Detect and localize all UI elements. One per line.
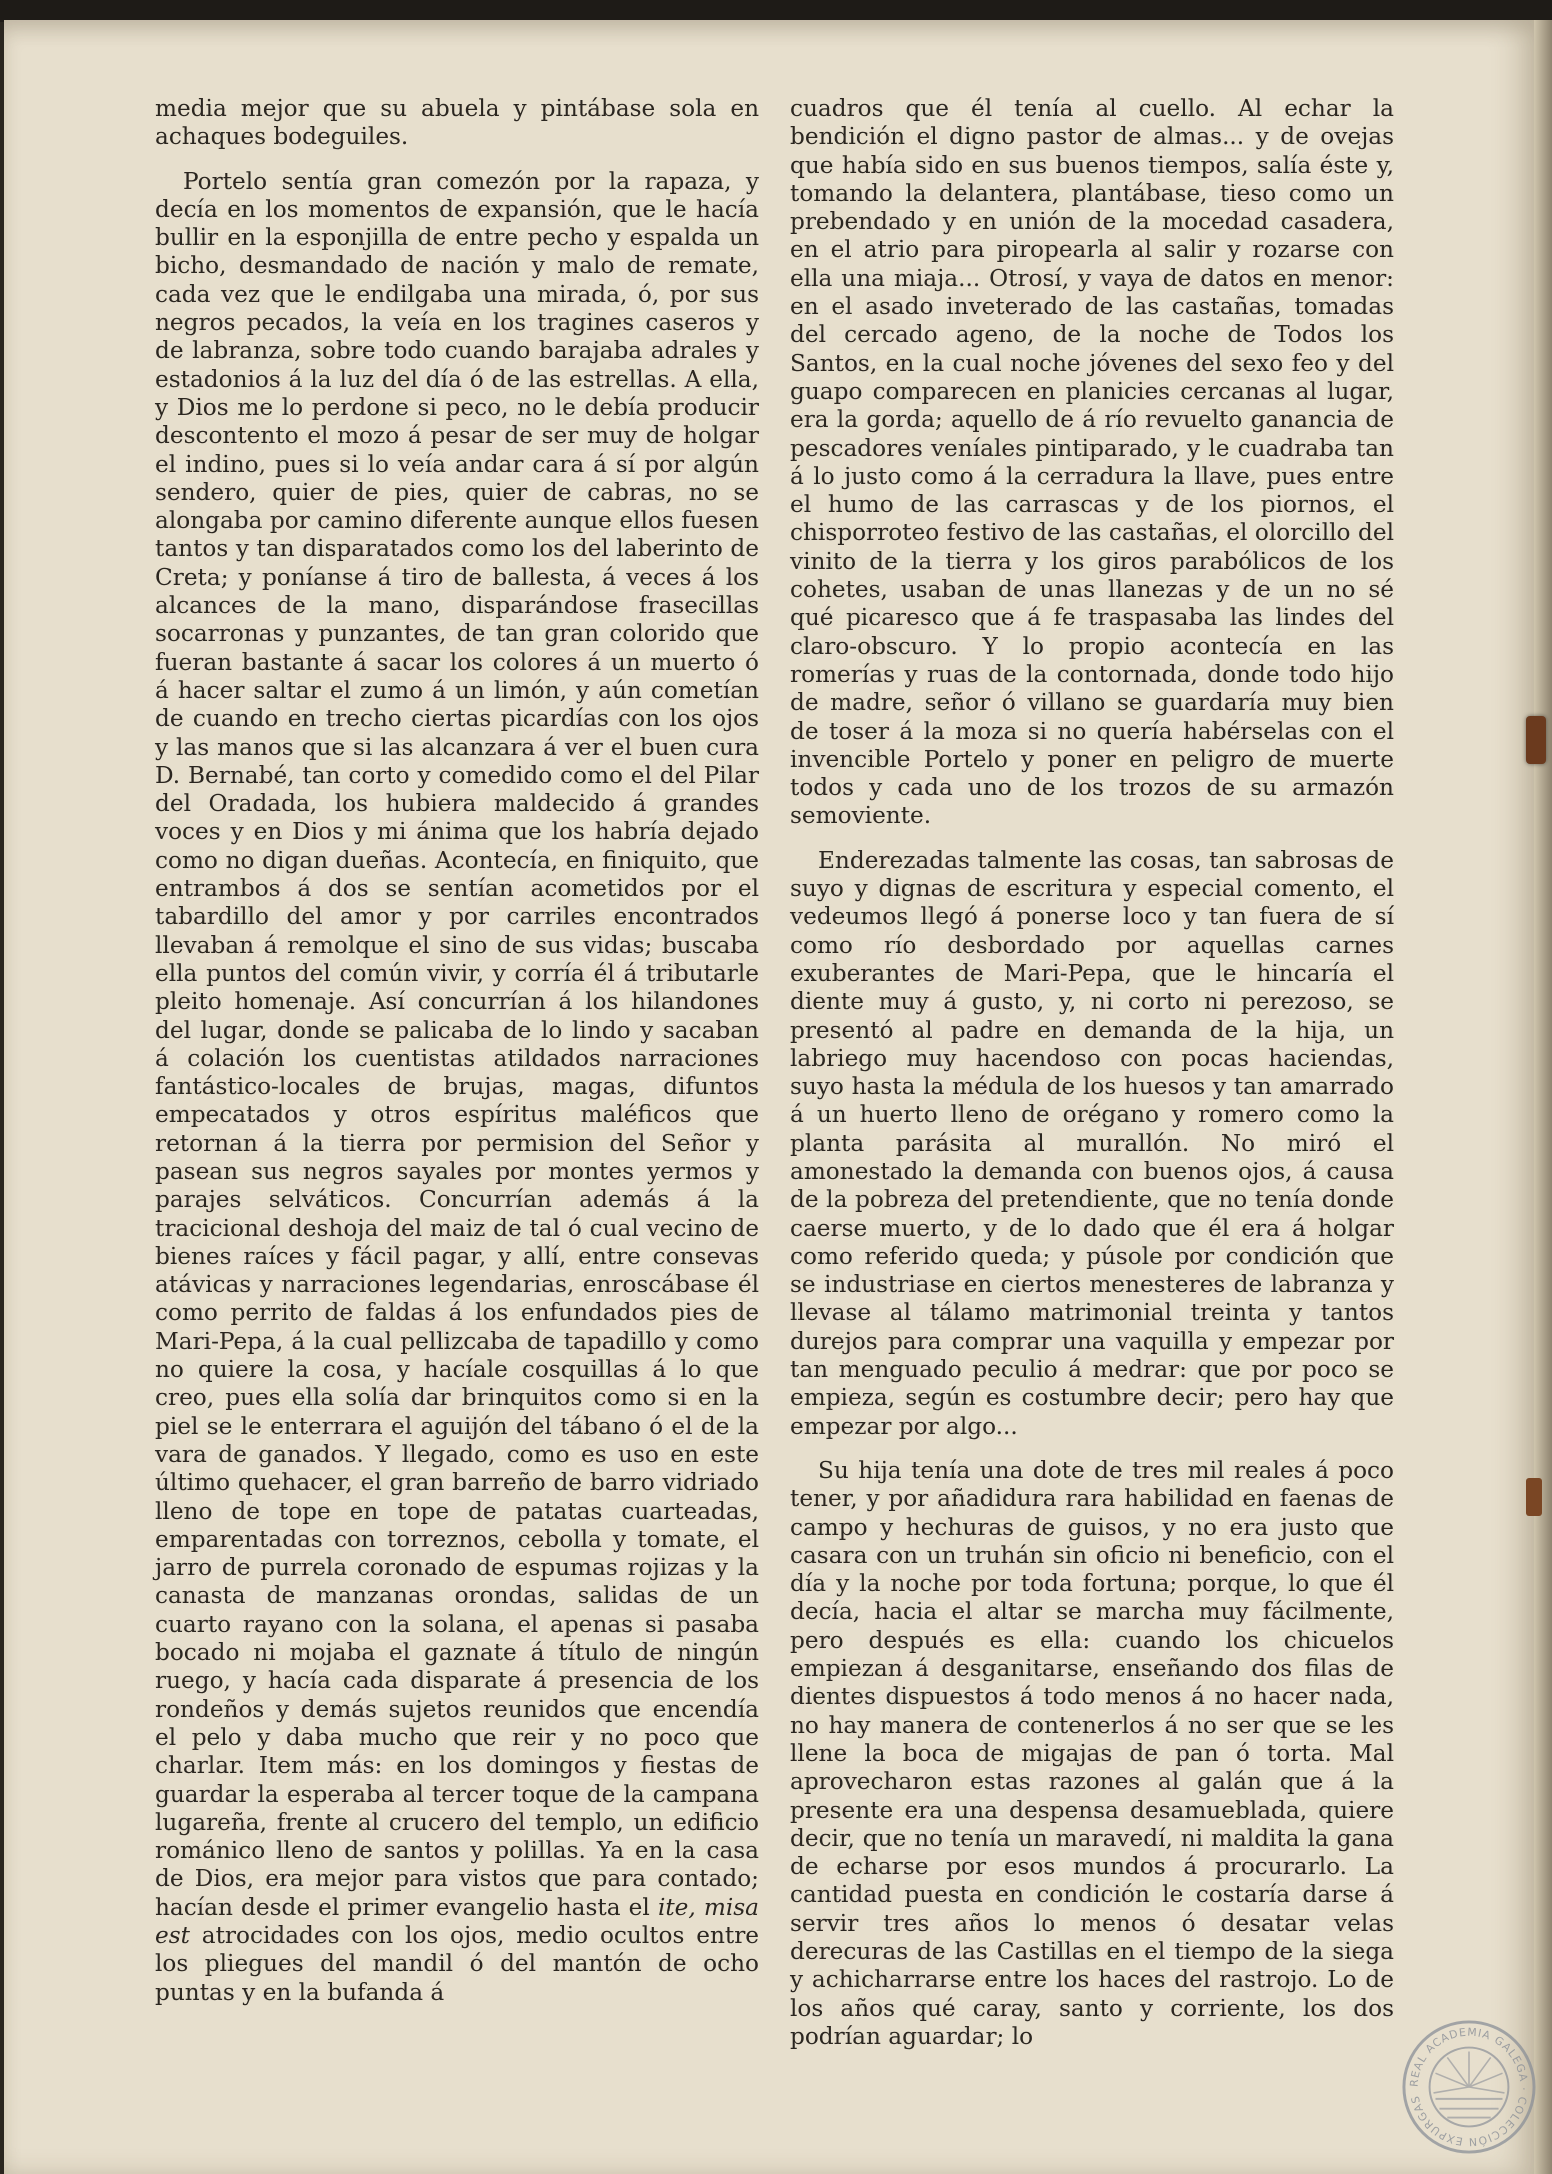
left-paragraph-portelo [155, 168, 759, 2007]
binding-clip-icon [1526, 1478, 1542, 1516]
left-paragraph-text-b: atrocidades con los ojos, medio ocultos entre los pliegues del mandil ó del mantón de ocho puntas y en la bufanda á [155, 1922, 760, 2006]
left-paragraph-text-a: Portelo sentía gran comezón por la rapaza, y decía en los momentos de expansión, que le hacía bullir en la esponjilla de entre pecho y espalda un bicho, desmandado de nación y malo de remate, cada vez que le endilgaba una mirada, ó, por sus negros pecados, la veía en los tragines caseros y de labranza, sobre todo cuando barajaba adrales y estadonios á la luz del día ó de las estrellas. A ella, y Dios me lo perdone si peco, no le debía producir descontento el mozo á pesar de ser muy de holgar el indino, pues si lo veía andar cara á sí por algún sendero, quier de pies, quier de cabras, no se alongaba por camino diferente aunque ellos fuesen tantos y tan disparatados como los del laberinto de Creta; y poníanse á tiro de ballesta, á veces á los alcances de la mano, disparándose frasecillas socarronas y punzantes, de tan gran colorido que fueran bastante á sacar los colores á un muerto ó á hacer saltar el zumo á un limón, y aún cometían de cuando en trecho ciertas picardías con los ojos y las manos que si las alcanzara á ver el buen cura D. Bernabé, tan corto y comedido como el del Pilar del Oradada, los hubiera maldecido á grandes voces y en Dios y mi ánima que los habría dejado como no digan dueñas. Acontecía, en finiquito, que entrambos á dos se sentían acometidos por el tabardillo del amor y por carriles encontrados llevaban á remolque el sino de sus vidas; buscaba ella puntos del común vivir, y corría él á tributarle pleito homenaje. Así concurrían á los hilandones del lugar, donde se palicaba de lo lindo y sacaban á colación los cuentistas atildados narraciones fantástico-locales de brujas, magas, difuntos empecatados y otros espíritus maléficos que retornan á la tierra por permision del Señor y pasean sus negros sayales por montes yermos y parajes selváticos. Concurrían además á la tracicional deshoja del maiz de tal ó cual vecino de bienes raíces y fácil pagar, y allí, entre consevas atávicas y narraciones legendarias, enroscábase él como perrito de faldas á los enfundados pies de Mari-Pepa, á la cual pellizcaba de tapadillo y como no quiere la cosa, y hacíale cosquillas á lo que creo, pues ella solía dar brinquitos como si en la piel se le enterrara el aguijón del tábano ó el de la vara de ganados. Y llegado, como es uso en este último quehacer, el gran barreño de barro vidriado lleno de tope en tope de patatas cuarteadas, emparentadas con torreznos, cebolla y tomate, el jarro de purrela coronado de espumas rojizas y la canasta de manzanas orondas, salidas de un cuarto rayano con la solana, el apenas si pasaba bocado ni mojaba el gaznate á título de ningún ruego, y hacía cada disparate á presencia de los rondeños y demás sujetos reunidos que encendía el pelo y daba mucho que reir y no poco que charlar. Item más: en los domingos y fiestas de guardar la esperaba al tercer toque de la campana lugareña, frente al crucero del templo, un edificio románico lleno de santos y polillas. Ya en la casa de Dios, era mejor para vistos que para contado; hacían desde el primer evangelio hasta el [155, 167, 759, 1921]
binding-clip-icon [1526, 716, 1546, 764]
academy-seal-stamp [1400, 2018, 1538, 2156]
right-paragraph-su-hija: Su hija tenía una dote de tres mil reales á poco tener, y por añadidura rara habilidad en faenas de campo y hechuras de guisos, y no era justo que casara con un truhán sin oficio ni beneficio, con el día y la noche por toda fortuna; porque, lo que él decía, hacia el altar se marcha muy fácilmente, pero después es ella: cuando los chicuelos empiezan á desganitarse, enseñando dos filas de dientes dispuestos á todo menos á no hacer nada, no hay manera de contenerlos á no ser que se les llene la boca de migajas de pan ó torta. Mal aprovecharon estas razones al galán que á la presente era una despensa desamueblada, quiere decir, que no tenía un maravedí, ni maldita la gana de echarse por esos mundos á procurarlo. La cantidad puesta en condición le costaría darse á servir tres años lo menos ó desatar velas derecuras de las Castillas en el tiempo de la siega y achicharrarse entre los haces del rastrojo. Lo de los años qué caray, santo y corriente, los dos podrían aguardar; lo [790, 1456, 1394, 2050]
page-gutter-edge [1534, 20, 1552, 2174]
scan-top-border [0, 0, 1552, 22]
right-paragraph-enderezadas: Enderezadas talmente las cosas, tan sabrosas de suyo y dignas de escritura y especial comento, el vedeumos llegó á ponerse loco y tan fuera de sí como río desbordado por aquellas carnes exuberantes de Mari-Pepa, que le hincaría el diente muy á gusto, y, ni corto ni perezoso, se presentó al padre en demanda de la hija, un labriego muy hacendoso con pocas haciendas, suyo hasta la médula de los huesos y tan amarrado á un huerto lleno de orégano y romero como la planta parásita al murallón. No miró el amonestado la demanda con buenos ojos, á causa de la pobreza del pretendiente, que no tenía donde caerse muerto, y de lo dado que él era á holgar como referido queda; y púsole por condición que se industriase en ciertos menesteres de labranza y llevase al tálamo matrimonial treinta y tantos durejos para comprar una vaquilla y empezar por tan menguado peculio á medrar: que por poco se empieza, según es costumbre decir; pero hay que empezar por algo... [790, 846, 1394, 1440]
left-paragraph-continuation: media mejor que su abuela y pintábase sola en achaques bodeguiles. [155, 95, 759, 151]
left-text-column [155, 95, 759, 2007]
seal-text: REAL ACADEMIA GALEGA · COLECCIÓN EXPURGAS [1407, 2025, 1531, 2149]
right-paragraph-cuadros: cuadros que él tenía al cuello. Al echar la bendición el digno pastor de almas... y de ovejas que había sido en sus buenos tiempos, salía éste y, tomando la delantera, plantábase, tieso como un prebendado y en unión de la mocedad casadera, en el atrio para piropearla al salir y rozarse con ella una miaja... Otrosí, y vaya de datos en menor: en el asado inveterado de las castañas, tomadas del cercado ageno, de la noche de Todos los Santos, en la cual noche jóvenes del sexo feo y del guapo comparecen en planicies cercanas al lugar, era la gorda; aquello de á río revuelto ganancia de pescadores veníales pintiparado, y le cuadraba tan á lo justo como á la cerradura la llave, pues entre el humo de las carrascas y de los piornos, el chisporroteo festivo de las castañas, el olorcillo del vinito de la tierra y los giros parabólicos de los cohetes, usaban de unas llanezas y de un no sé qué picaresco que á fe traspasaba las lindes del claro-obscuro. Y lo propio acontecía en las romerías y ruas de la contornada, donde todo hijo de madre, señor ó villano se guardaría muy bien de toser á la moza si no quería habérselas con el invencible Portelo y poner en peligro de muerte todos y cada uno de los trozos de su armazón semoviente. [790, 95, 1394, 830]
right-text-column [790, 95, 1394, 2051]
latin-phrase: ite, misa est [155, 1893, 760, 1949]
